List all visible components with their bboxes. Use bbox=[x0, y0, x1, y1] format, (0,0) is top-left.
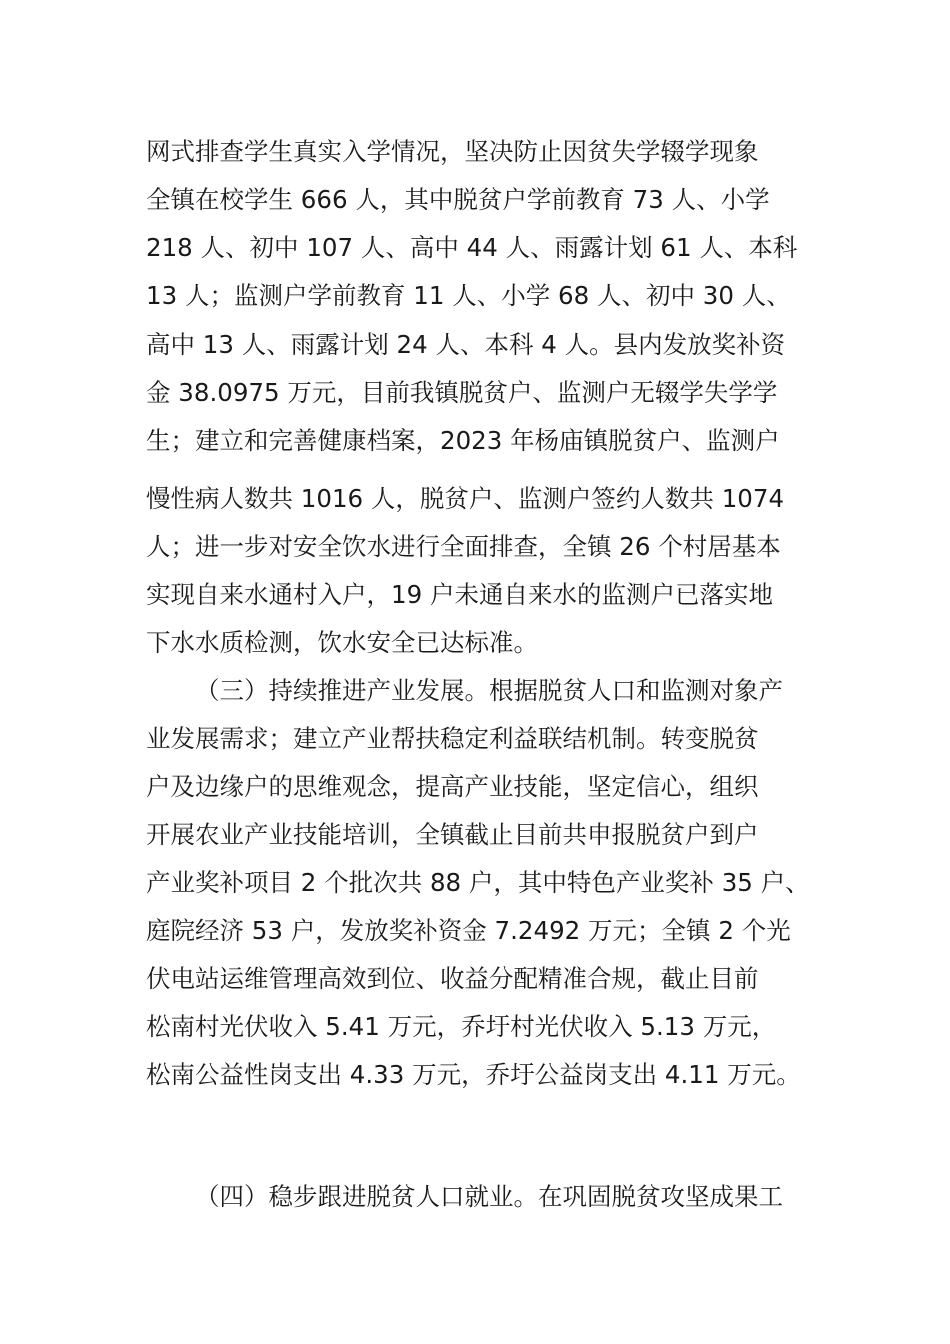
text-line: 13 人；监测户学前教育 11 人、小学 68 人、初中 30 人、 bbox=[146, 281, 791, 310]
text-line: 业发展需求；建立产业帮扶稳定利益联结机制。转变脱贫 bbox=[146, 724, 759, 753]
section-heading-line: （四）稳步跟进脱贫人口就业。在巩固脱贫攻坚成果工 bbox=[195, 1182, 783, 1211]
text-line: 高中 13 人、雨露计划 24 人、本科 4 人。县内发放奖补资 bbox=[146, 330, 786, 359]
text-line: 生；建立和完善健康档案，2023 年杨庙镇脱贫户、监测户 bbox=[146, 426, 780, 455]
text-line: 网式排查学生真实入学情况，坚决防止因贫失学辍学现象 bbox=[146, 137, 759, 166]
section-heading-line: （三）持续推进产业发展。根据脱贫人口和监测对象产 bbox=[195, 676, 783, 705]
text-line: 松南公益性岗支出 4.33 万元，乔圩公益岗支出 4.11 万元。 bbox=[146, 1060, 801, 1089]
text-line: 伏电站运维管理高效到位、收益分配精准合规，截止目前 bbox=[146, 964, 759, 993]
text-line: 218 人、初中 107 人、高中 44 人、雨露计划 61 人、本科 bbox=[146, 233, 798, 262]
text-line: 人；进一步对安全饮水进行全面排查，全镇 26 个村居基本 bbox=[146, 532, 781, 561]
text-line: 开展农业产业技能培训，全镇截止目前共申报脱贫户到户 bbox=[146, 820, 759, 849]
text-line: 户及边缘户的思维观念，提高产业技能，坚定信心，组织 bbox=[146, 772, 759, 801]
text-line: 金 38.0975 万元，目前我镇脱贫户、监测户无辍学失学学 bbox=[146, 378, 778, 407]
text-line: 实现自来水通村入户，19 户未通自来水的监测户已落实地 bbox=[146, 580, 773, 609]
text-line: 松南村光伏收入 5.41 万元，乔圩村光伏收入 5.13 万元， bbox=[146, 1012, 777, 1041]
text-line: 产业奖补项目 2 个批次共 88 户，其中特色产业奖补 35 户、 bbox=[146, 868, 810, 897]
text-line: 全镇在校学生 666 人，其中脱贫户学前教育 73 人、小学 bbox=[146, 185, 770, 214]
text-line: 下水水质检测，饮水安全已达标准。 bbox=[146, 628, 538, 657]
text-line: 慢性病人数共 1016 人，脱贫户、监测户签约人数共 1074 bbox=[146, 484, 785, 513]
text-line: 庭院经济 53 户，发放奖补资金 7.2492 万元；全镇 2 个光 bbox=[146, 916, 791, 945]
